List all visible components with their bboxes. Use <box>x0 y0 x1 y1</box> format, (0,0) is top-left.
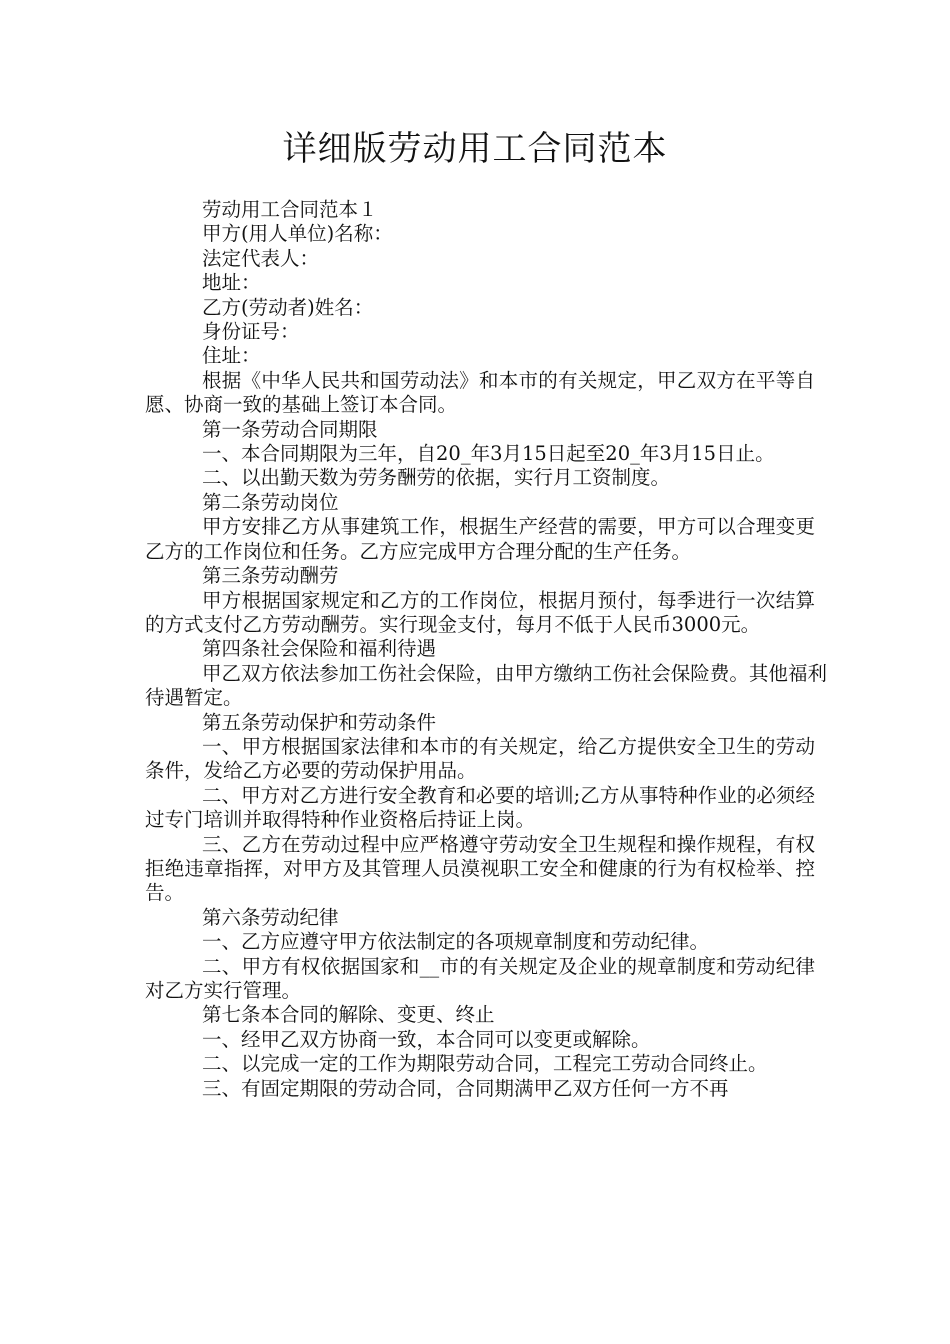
article-6-clause-2: 二、甲方有权依据国家和__市的有关规定及企业的规章制度和劳动纪律对乙方实行管理。 <box>145 954 815 1002</box>
article-5-clause-1: 一、甲方根据国家法律和本市的有关规定，给乙方提供安全卫生的劳动条件，发给乙方必要的劳动保护用品。 <box>145 734 815 783</box>
article-7-clause-1: 一、经甲乙双方协商一致，本合同可以变更或解除。 <box>202 1027 651 1051</box>
article-1-clause-2: 二、以出勤天数为劳务酬劳的依据，实行月工资制度。 <box>202 466 671 490</box>
article-2-body: 甲方安排乙方从事建筑工作，根据生产经营的需要，甲方可以合理变更乙方的工作岗位和任务。乙方应完成甲方合理分配的生产任务。 <box>145 515 815 563</box>
paragraph-contract-name: 劳动用工合同范本１ <box>202 198 378 221</box>
article-5-clause-2: 二、甲方对乙方进行安全教育和必要的培训;乙方从事特种作业的必须经过专门培训并取得特种作业资格后持证上岗。 <box>145 783 815 832</box>
paragraph-legal-representative: 法定代表人： <box>202 246 320 270</box>
article-5-clause-3: 三、乙方在劳动过程中应严格遵守劳动安全卫生规程和操作规程，有权拒绝违章指挥，对甲方及其管理人员漠视职工安全和健康的行为有权检举、控告。 <box>145 832 815 905</box>
article-2-heading: 第二条劳动岗位 <box>202 490 339 514</box>
document-title: 详细版劳动用工合同范本 <box>282 129 668 169</box>
article-4-body: 甲乙双方依法参加工伤社会保险，由甲方缴纳工伤社会保险费。其他福利待遇暂定。 <box>145 661 827 710</box>
article-5-heading: 第五条劳动保护和劳动条件 <box>202 710 437 734</box>
article-1-clause-1: 一、本合同期限为三年，自20_年3月15日起至20_年3月15日止。 <box>202 442 775 466</box>
paragraph-residence: 住址： <box>202 344 261 368</box>
paragraph-address: 地址： <box>202 271 261 295</box>
article-3-body: 甲方根据国家规定和乙方的工作岗位，根据月预付，每季进行一次结算的方式支付乙方劳动酬劳。实行现金支付，每月不低于人民币3000元。 <box>145 588 815 636</box>
article-6-heading: 第六条劳动纪律 <box>202 905 339 929</box>
paragraph-preamble: 根据《中华人民共和国劳动法》和本市的有关规定，甲乙双方在平等自愿、协商一致的基础上签订本合同。 <box>145 368 815 417</box>
article-7-clause-3: 三、有固定期限的劳动合同，合同期满甲乙双方任何一方不再 <box>202 1076 729 1100</box>
article-4-heading: 第四条社会保险和福利待遇 <box>202 637 437 661</box>
article-3-heading: 第三条劳动酬劳 <box>202 564 339 588</box>
paragraph-party-a-name: 甲方(用人单位)名称： <box>202 222 393 246</box>
paragraph-party-b-name: 乙方(劳动者)姓名： <box>202 295 374 319</box>
document-body <box>145 198 827 1101</box>
article-1-heading: 第一条劳动合同期限 <box>202 417 378 441</box>
paragraph-id-number: 身份证号： <box>202 320 300 344</box>
article-7-heading: 第七条本合同的解除、变更、终止 <box>202 1003 495 1027</box>
article-6-clause-1: 一、乙方应遵守甲方依法制定的各项规章制度和劳动纪律。 <box>202 930 710 954</box>
article-7-clause-2: 二、以完成一定的工作为期限劳动合同，工程完工劳动合同终止。 <box>202 1052 768 1076</box>
